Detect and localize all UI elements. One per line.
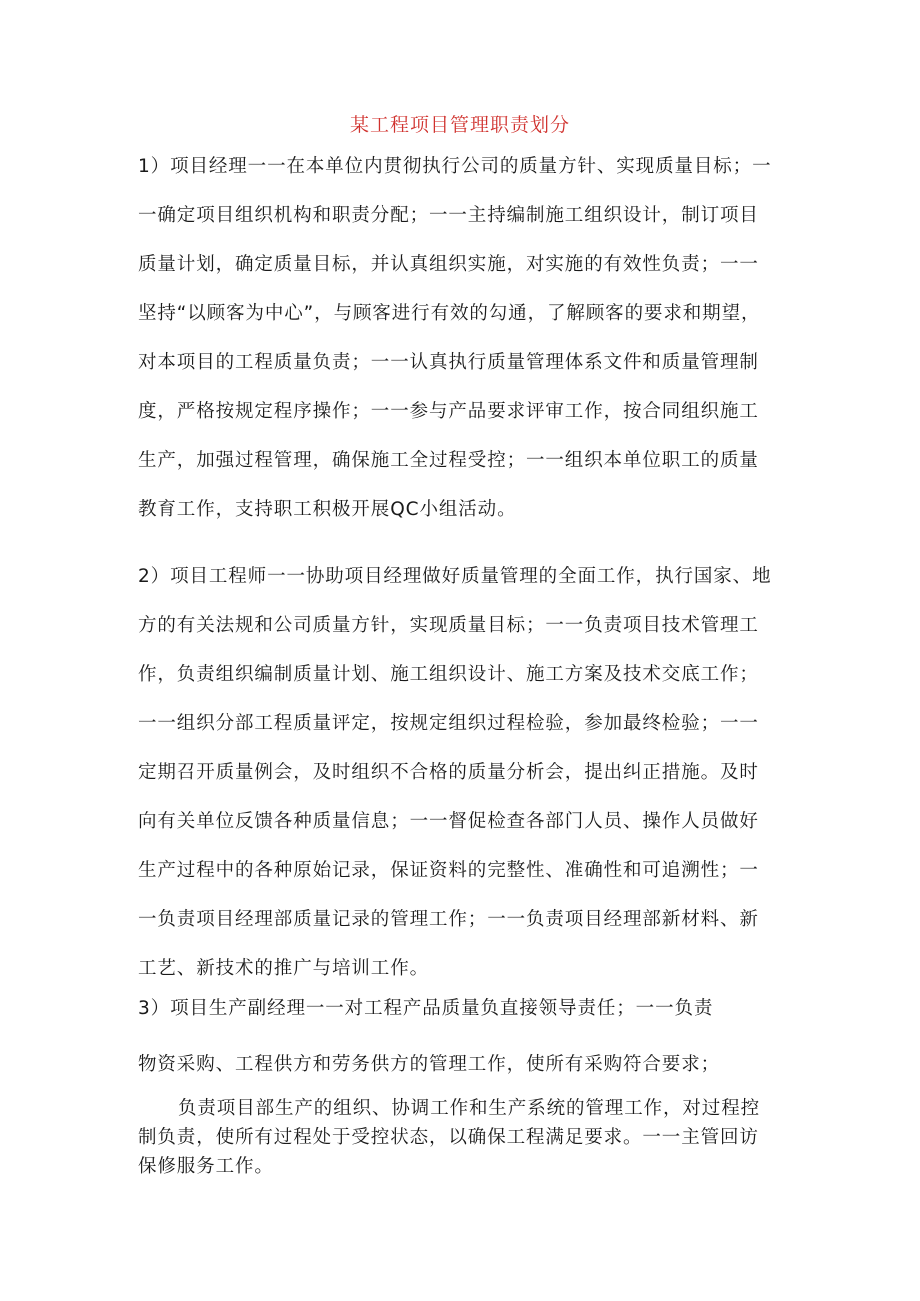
paragraph-line: 2）项目工程师一一协助项目经理做好质量管理的全面工作，执行国家、地 <box>138 566 772 587</box>
paragraph-line: 作，负责组织编制质量计划、施工组织设计、施工方案及技术交底工作； <box>138 664 759 685</box>
section-production-manager <box>138 984 798 1089</box>
paragraph-line: 方的有关法规和公司质量方针，实现质量目标；一一负责项目技术管理工 <box>138 615 759 636</box>
paragraph-line: 生产过程中的各种原始记录，保证资料的完整性、准确性和可追溯性；一 <box>138 860 759 881</box>
paragraph-line: 3）项目生产副经理一一对工程产品质量负直接领导责任；一一负责 <box>138 998 714 1019</box>
paragraph-line: 向有关单位反馈各种质量信息；一一督促检查各部门人员、操作人员做好 <box>138 811 759 832</box>
paragraph-line: 一一组织分部工程质量评定，按规定组织过程检验，参加最终检验；一一 <box>138 713 759 734</box>
paragraph-line: 教育工作，支持职工积极开展QC小组活动。 <box>138 499 517 520</box>
paragraph-line: 度，严格按规定程序操作；一一参与产品要求评审工作，按合同组织施工 <box>138 401 759 422</box>
paragraph-line: 工艺、新技术的推广与培训工作。 <box>138 958 430 979</box>
paragraph-line: 物资采购、工程供方和劳务供方的管理工作，使所有采购符合要求； <box>138 1054 721 1075</box>
document-title: 某工程项目管理职责划分 <box>349 114 570 136</box>
paragraph-line: 一确定项目组织机构和职责分配；一一主持编制施工组织设计，制订项目 <box>138 205 759 226</box>
paragraph-line: 坚持“以顾客为中心”，与顾客进行有效的勾通，了解顾客的要求和期望， <box>138 303 761 324</box>
section-project-engineer <box>138 552 798 993</box>
paragraph-line: 一负责项目经理部质量记录的管理工作；一一负责项目经理部新材料、新 <box>138 909 759 930</box>
paragraph-line: 对本项目的工程质量负责；一一认真执行质量管理体系文件和质量管理制 <box>138 352 759 373</box>
section-project-manager <box>138 142 798 534</box>
paragraph-line: 制负责，使所有过程处于受控状态，以确保工程满足要求。一一主管回访 <box>138 1127 759 1148</box>
paragraph-line: 负责项目部生产的组织、协调工作和生产系统的管理工作，对过程控 <box>178 1098 761 1119</box>
paragraph-line: 质量计划，确定质量目标，并认真组织实施，对实施的有效性负责；一一 <box>138 254 759 275</box>
paragraph-line: 保修服务工作。 <box>138 1156 274 1177</box>
paragraph-line: 定期召开质量例会，及时组织不合格的质量分析会，提出纠正措施。及时 <box>138 762 759 783</box>
paragraph-line: 生产，加强过程管理，确保施工全过程受控；一一组织本单位职工的质量 <box>138 450 759 471</box>
paragraph-line: 1）项目经理一一在本单位内贯彻执行公司的质量方针、实现质量目标；一 <box>138 156 772 177</box>
section-production-duties <box>138 1094 798 1181</box>
